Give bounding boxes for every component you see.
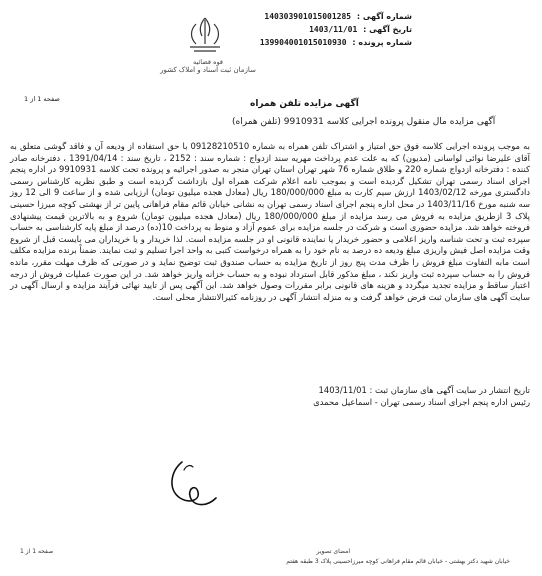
notice-body xyxy=(10,141,530,303)
notice-number-row xyxy=(262,10,412,23)
publish-date-line: تاریخ انتشار در سایت آگهی های سازمان ثبت : 1403/11/01 xyxy=(318,385,530,395)
notice-paragraph: به موجب پرونده اجرایی کلاسه فوق حق امتیاز و اشتراک تلفن همراه به شماره 09128210510 با حق استفاده از ودیعه آن و فاقد گوشی متعلق به آقای علیرضا نوائی لواسانی (مدیون) که به علت عدم پرداخت مهریه سند ازدواج : شماره سند : 2152 ، تاریخ سند : 1391/04/14 ، دفترخانه صادر کننده : دفترخانه ازدواج شماره 220 و طلاق شماره 76 شهر تهران استان تهران منجر به صدور اجرائیه و پرونده تحت کلاسه 9910931 در اداره پنجم اجرای اسناد رسمی تهران تشکیل گردیده است و بموجب نامه اعلام شرکت همراه اول بازداشت گردیده است و طبق نظریه کارشناس رسمی دادگستری مورخه 1403/02/12 ارزش سیم کارت به مبلغ 180/000/000 ریال (معادل هجده میلیون تومان) ارزیابی شده و از ساعت 9 الی 12 روز سه شنبه مورخ 1403/11/16 در محل اداره پنجم اجرای اسناد رسمی تهران به نشانی خیابان قائم مقام فراهانی پایین تر از بهشتی کوچه میرزا حسینی پلاک 3 ازطریق مزایده به فروش می رسد مزایده از مبلغ 180/000/000 ریال (معادل هجده میلیون تومان) شروع و به بالاترین قیمت پیشنهادی فروخته خواهد شد. مزایده حضوری است و شرکت در جلسه مزایده برای عموم آزاد و منوط به پرداخت 10(ده) درصد از مبلغ پایه کارشناسی به حساب سپرده ثبت و تحت شناسه واریز اعلامی و حضور خریدار یا نماینده قانونی او در جلسه مزایده است. لذا خریدار و یا خریداران می بایست قبل از شروع وقت مزایده اصل فیش واریزی مبلغ ودیعه ده درصد به نام خود را به همراه درخواست کتبی به واحد اجرا تسلیم و ثبت نمایند. ضمناً برنده مزایده مکلف است مابه التفاوت مبلغ فروش را ظرف مدت پنج روز از تاریخ مزایده به حساب صندوق ثبت توضیح نماید و در صورتی که ظرف مهلت مقرر، مانده فروش را به حساب سپرده ثبت واریز نکند ، مبلغ مذکور قابل استرداد نبوده و به حساب خزانه واریز خواهد شد. در این صورت عملیات فروش از درجه اعتبار ساقط و مزایده تجدید میگردد و هزینه های قانونی برابر مقررات وصول خواهد شد. این آگهی پس از تایید نهائی فرآیند مزایده و ارسال آگهی در سایت آگهی های سازمان ثبت فرض خواهد گرفت و به منزله انتشار آگهی در روزنامه کثیرالانتشار محلی است. xyxy=(10,141,530,302)
notice-number: 140303901015001285 xyxy=(264,12,352,21)
notice-date-label: تاریخ آگهی : xyxy=(363,25,412,34)
iran-emblem-icon xyxy=(180,14,230,56)
organization-caption xyxy=(148,58,268,74)
case-number-row xyxy=(259,36,412,49)
signatory-line: رئیس اداره پنجم اجرای اسناد رسمی تهران - اسماعیل محمدی xyxy=(313,397,530,407)
bottom-page-label: صفحه 1 از 1 xyxy=(20,548,54,555)
case-number: 139904001015010930 xyxy=(259,38,347,47)
office-address: خیابان شهید دکتر بهشتی - خیابان قائم مقام فراهانی کوچه میرزاحسینی پلاک 3 طبقه هفتم xyxy=(286,558,510,565)
notice-footer xyxy=(10,384,530,408)
page-number: صفحه 1 از 1 xyxy=(24,95,60,103)
bottom-signature-label: امضای تصویر xyxy=(316,548,350,555)
notice-number-label: شماره آگهی : xyxy=(356,12,412,21)
notice-date-row xyxy=(262,23,412,36)
notice-title: آگهی مزایده تلفن همراه xyxy=(250,99,359,109)
case-number-label: شماره پرونده : xyxy=(352,38,412,47)
notice-date: 1403/11/01 xyxy=(309,25,358,34)
judiciary-label: قوه قضائیه xyxy=(193,58,223,66)
notice-meta xyxy=(259,10,412,49)
notice-subtitle: آگهی مزایده مال منقول پرونده اجرایی کلاسه 9910931 (تلفن همراه) xyxy=(232,117,496,127)
registration-org-label: سازمان ثبت اسناد و املاک کشور xyxy=(160,66,256,74)
handwritten-signature xyxy=(160,452,230,514)
